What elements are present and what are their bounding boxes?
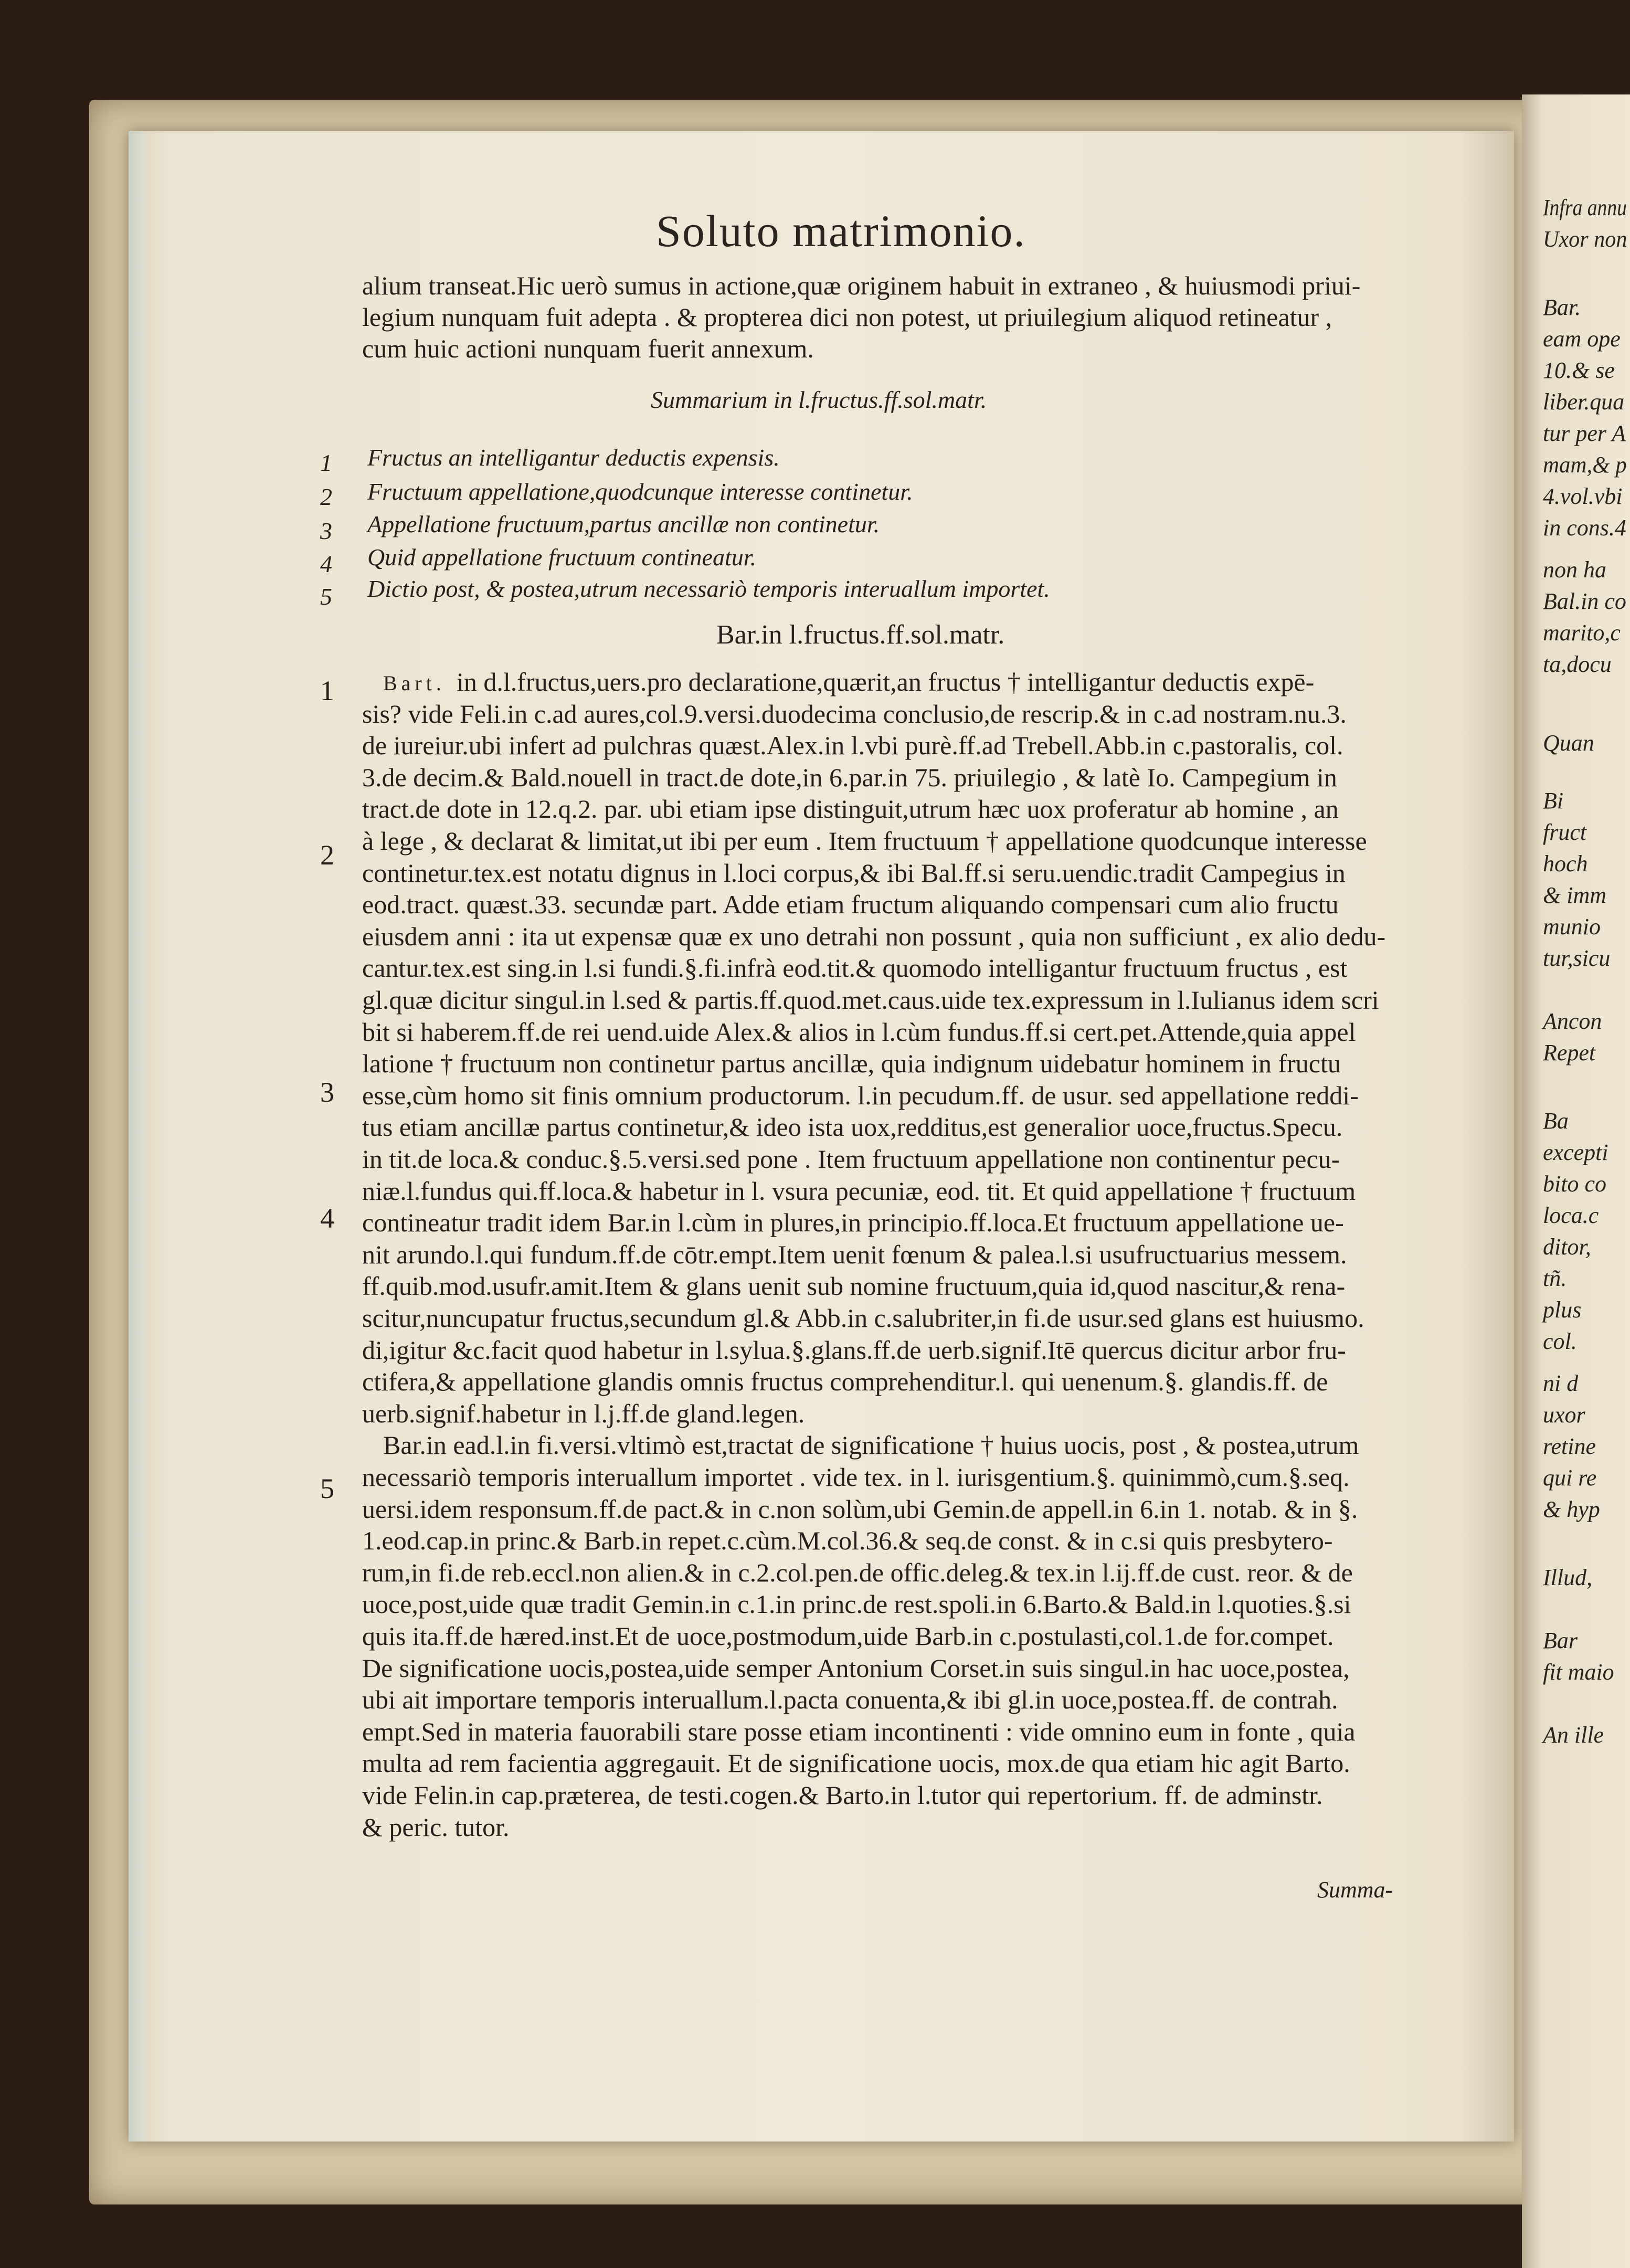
body-line: 3.de decim.& Bald.nouell in tract.de dote,in 6.par.in 75. priuilegio , & latè Io. Campegium in [362,762,1337,792]
body-line: quis ita.ff.de hæred.inst.Et de uoce,postmodum,uide Barb.in c.postulasti,col.1.de for.compet. [362,1621,1334,1651]
body-line: ubi ait importare temporis interuallum.l.pacta conuenta,& ibi gl.in uoce,postea.ff. de contrah. [362,1685,1338,1715]
summary-number: 4 [320,551,332,577]
facing-page-line: mam,& p [1543,452,1627,478]
margin-number: 2 [320,839,334,871]
facing-page-line: Repet [1543,1040,1596,1066]
page-fore-edge [129,131,144,2142]
facing-page-line: ta,docu [1543,651,1612,677]
facing-page-line: loca.c [1543,1202,1599,1228]
summary-item: Fructus an intelligantur deductis expensis. [367,444,780,471]
body-line: in tit.de loca.& conduc.§.5.versi.sed pone . Item fructuum appellatione non continentur pecu- [362,1144,1340,1174]
facing-page-line: tur per A [1543,420,1626,446]
facing-page-line: plus [1543,1297,1582,1323]
facing-page-line: Uxor non [1543,226,1627,252]
facing-page [1522,94,1630,2268]
body-line: De significatione uocis,postea,uide semper Antonium Corset.in suis singul.in hac uoce,postea, [362,1653,1350,1683]
body-line: ff.quib.mod.usufr.amit.Item & glans uenit sub nomine fructuum,quia id,quod nascitur,& rena- [362,1271,1346,1301]
body-line: uoce,post,uide quæ tradit Gemin.in c.1.in princ.de rest.spoli.in 6.Barto.& Bald.in l.quoties.§.si [362,1589,1351,1619]
summary-number: 2 [320,483,332,510]
body-line: rum,in fi.de reb.eccl.non alien.& in c.2.col.pen.de offic.deleg.& tex.in l.ij.ff.de cust. reor. & de [362,1557,1353,1587]
margin-number: 1 [320,675,334,706]
body-line: bit si haberem.ff.de rei uend.uide Alex.& alios in l.cùm fundus.ff.si cert.pet.Attende,quia appel [362,1017,1356,1047]
facing-page-line: retine [1543,1433,1596,1459]
facing-page-line: eam ope [1543,326,1621,352]
body-line: niæ.l.fundus qui.ff.loca.& habetur in l. vsura pecuniæ, eod. tit. Et quid appellatione † fructuum [362,1176,1356,1206]
body-line: eiusdem anni : ita ut expensæ quæ ex uno detrahi non possunt , quia non sufficiunt , ex alio dedu- [362,921,1386,951]
body-line: tract.de dote in 12.q.2. par. ubi etiam ipse distinguit,utrum hæc uox proferatur ab homine , an [362,794,1339,824]
body-first-word: Bart. [383,671,446,695]
facing-page-line: excepti [1543,1140,1608,1165]
facing-page-line: Infra annu [1543,195,1627,220]
body-line: uerb.signif.habetur in l.j.ff.de gland.legen. [362,1398,805,1428]
body-line: empt.Sed in materia fauorabili stare posse etiam incontinenti : vide omnino eum in fonte , quia [362,1716,1356,1746]
body-line: tus etiam ancillæ partus continetur,& ideo ista uox,redditus,est generalior uoce,fructus.Specu. [362,1112,1343,1142]
body-line: necessariò temporis interuallum importet . vide tex. in l. iurisgentium.§. quinimmò,cum.§.seq. [362,1462,1350,1492]
facing-page-line: 4.vol.vbi [1543,483,1623,509]
intro-line: legium nunquam fuit adepta . & propterea dici non potest, ut priuilegium aliquod retineatur , [362,302,1332,332]
summary-item: Quid appellatione fructuum contineatur. [367,544,757,571]
facing-page-line: Quan [1543,730,1594,756]
facing-page-line: col. [1543,1328,1577,1354]
body-line: Bar.in ead.l.in fi.versi.vltimò est,tractat de significatione † huius uocis, post , & postea,utrum [383,1430,1359,1460]
body-line: ctifera,& appellatione glandis omnis fructus comprehenditur.l. qui uenenum.§. glandis.ff. de [362,1367,1328,1397]
body-line: à lege , & declarat & limitat,ut ibi per eum . Item fructuum † appellatione quodcunque interesse [362,826,1367,856]
summary-heading: Summarium in l.fructus.ff.sol.matr. [651,386,987,413]
facing-page-line: Bal.in co [1543,588,1626,614]
facing-page-line: qui re [1543,1465,1597,1491]
facing-page-line: munio [1543,914,1601,940]
facing-page-line: ditor, [1543,1234,1591,1260]
body-line: di,igitur &c.facit quod habetur in l.sylua.§.glans.ff.de uerb.signif.Itē quercus dicitur arbor fru- [362,1335,1346,1365]
body-line: 1.eod.cap.in princ.& Barb.in repet.c.cùm.M.col.36.& seq.de const. & in c.si quis presbytero- [362,1526,1333,1556]
facing-page-line: marito,c [1543,620,1621,646]
facing-page-line: & imm [1543,882,1606,908]
summary-item: Dictio post, & postea,utrum necessariò temporis interuallum importet. [367,575,1050,602]
catchword: Summa- [1317,1877,1393,1903]
margin-number: 4 [320,1202,334,1234]
facing-page-line: bito co [1543,1171,1606,1197]
section-subheading: Bar.in l.fructus.ff.sol.matr. [716,620,1005,650]
body-line: in d.l.fructus,uers.pro declaratione,quærit,an fructus † intelligantur deductis expē- [457,667,1315,697]
summary-number: 5 [320,583,332,610]
facing-page-line: Ancon [1543,1008,1602,1034]
facing-page-line: Ba [1543,1108,1569,1134]
body-line: esse,cùm homo sit finis omnium productorum. l.in pecudum.ff. de usur. sed appellatione reddi- [362,1080,1359,1110]
facing-page-line: fruct [1543,819,1587,845]
facing-page-line: 10.& se [1543,357,1615,383]
facing-page-line: tur,sicu [1543,945,1611,971]
body-line: eod.tract. quæst.33. secundæ part. Adde etiam fructum aliquando compensari cum alio fructu [362,890,1339,920]
body-line: multa ad rem facientia aggregauit. Et de significatione uocis, mox.de qua etiam hic agit Barto. [362,1748,1350,1778]
facing-page-line: & hyp [1543,1496,1600,1522]
body-line: de iureiur.ubi infert ad pulchras quæst.Alex.in l.vbi purè.ff.ad Trebell.Abb.in c.pastoralis, col. [362,731,1343,761]
body-line: continetur.tex.est notatu dignus in l.loci corpus,& ibi Bal.ff.si seru.uendic.tradit Campegius in [362,858,1346,888]
summary-number: 1 [320,449,332,476]
facing-page-line: uxor [1543,1402,1585,1428]
facing-page-line: Bar. [1543,294,1581,320]
intro-line: alium transeat.Hic uerò sumus in actione,quæ originem habuit in extraneo , & huiusmodi priui- [362,271,1361,300]
facing-page-line: An ille [1543,1722,1604,1748]
body-line: uersi.idem responsum.ff.de pact.& in c.non solùm,ubi Gemin.de appell.in 6.in 1. notab. & in §. [362,1494,1358,1524]
facing-page-line: ni d [1543,1370,1579,1396]
margin-number: 3 [320,1077,334,1108]
body-line: cantur.tex.est sing.in l.si fundi.§.fi.infrà eod.tit.& quomodo intelligantur fructuum fructus , est [362,953,1348,983]
page-title: Soluto matrimonio. [656,206,1026,256]
facing-page-line: tñ. [1543,1265,1567,1291]
facing-page-line: Illud, [1543,1565,1593,1590]
margin-number: 5 [320,1473,334,1504]
body-line: gl.quæ dicitur singul.in l.sed & partis.ff.quod.met.caus.uide tex.expressum in l.Iulianus idem scri [362,985,1379,1015]
facing-page-line: in cons.4 [1543,515,1626,541]
facing-page-line: Bi [1543,788,1564,814]
intro-line: cum huic actioni nunquam fuerit annexum. [362,334,814,363]
body-line: contineatur tradit idem Bar.in l.cùm in plures,in principio.ff.loca.Et fructuum appellatione ue- [362,1208,1344,1238]
summary-number: 3 [320,518,332,544]
body-line: & peric. tutor. [362,1812,510,1842]
body-line: sis? vide Feli.in c.ad aures,col.9.versi.duodecima conclusio,de rescrip.& in c.ad nostram.nu.3. [362,699,1347,729]
body-line: nit arundo.l.qui fundum.ff.de cōtr.empt.Item uenit fœnum & palea.l.si usufructuarius messem. [362,1239,1347,1269]
facing-page-line: hoch [1543,851,1588,877]
facing-page-line: non ha [1543,557,1606,583]
body-line: vide Felin.in cap.præterea, de testi.cogen.& Barto.in l.tutor qui repertorium. ff. de adminstr. [362,1780,1323,1810]
body-line: scitur,nuncupatur fructus,secundum gl.& Abb.in c.salubriter,in fi.de usur.sed glans est huiusmo. [362,1303,1364,1333]
facing-page-line: liber.qua [1543,389,1625,415]
facing-page-line: fit maio [1543,1659,1614,1685]
body-line: latione † fructuum non continetur partus ancillæ, quia indignum uidebatur hominem in fructu [362,1049,1341,1079]
summary-item: Fructuum appellatione,quodcunque interesse continetur. [367,478,913,505]
summary-item: Appellatione fructuum,partus ancillæ non continetur. [367,511,880,537]
facing-page-line: Bar [1543,1628,1578,1653]
